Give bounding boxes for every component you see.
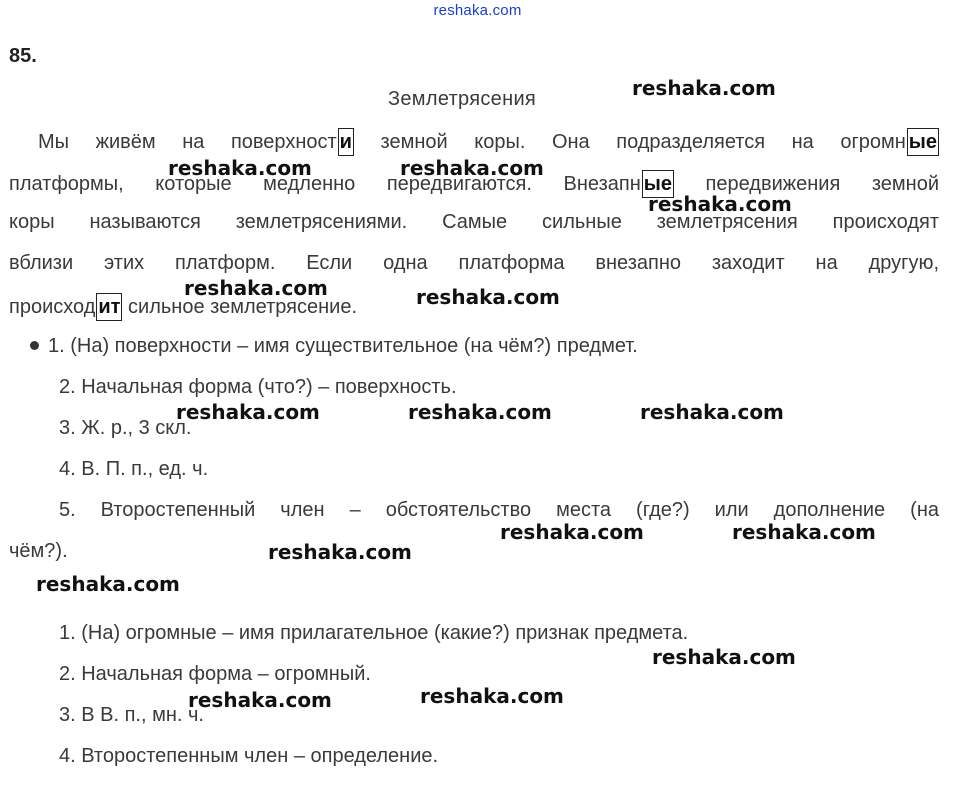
text-line-3: коры называются землетрясениями. Самые сильные землетрясения происходят bbox=[9, 211, 939, 233]
watermark: reshaka.com bbox=[648, 192, 792, 216]
analysis-1-item-3: 3. Ж. р., 3 скл. bbox=[59, 417, 192, 439]
watermark: reshaka.com bbox=[732, 520, 876, 544]
analysis-1-item-4: 4. В. П. п., ед. ч. bbox=[59, 458, 209, 480]
analysis-2-item-4: 4. Второстепенным член – определение. bbox=[59, 745, 439, 767]
watermark: reshaka.com bbox=[500, 520, 644, 544]
text-line-2: платформы, которые медленно передвигаются. Внезапн ые передвижения земной bbox=[9, 170, 939, 198]
watermark: reshaka.com bbox=[400, 156, 544, 180]
text-line-1: Мы живём на поверхност и земной коры. Она подразделяется на огромн ые bbox=[9, 128, 939, 156]
analysis-2-item-3: 3. В В. п., мн. ч. bbox=[59, 704, 204, 726]
analysis-2-item-1: 1. (На) огромные – имя прилагательное (какие?) признак предмета. bbox=[59, 622, 689, 644]
text-line-4: вблизи этих платформ. Если одна платформа внезапно заходит на другую, bbox=[9, 252, 939, 274]
analysis-1-item-1: 1. (На) поверхности – имя существительное (на чём?) предмет. bbox=[17, 335, 638, 358]
watermark: reshaka.com bbox=[420, 684, 564, 708]
watermark: reshaka.com bbox=[176, 400, 320, 424]
watermark: reshaka.com bbox=[408, 400, 552, 424]
watermark: reshaka.com bbox=[168, 156, 312, 180]
ending-box: ые bbox=[907, 128, 939, 156]
exercise-number: 85. bbox=[9, 45, 37, 67]
watermark: reshaka.com bbox=[416, 285, 560, 309]
text-line-5: происход ит сильное землетрясение. bbox=[9, 293, 357, 321]
watermark: reshaka.com bbox=[652, 645, 796, 669]
text-title: Землетрясения bbox=[388, 88, 537, 110]
analysis-2-item-2: 2. Начальная форма – огромный. bbox=[59, 663, 371, 685]
analysis-1-item-5: 5. Второстепенный член – обстоятельство места (где?) или дополнение (на bbox=[59, 499, 939, 521]
ending-box: ит bbox=[96, 293, 122, 321]
watermark: reshaka.com bbox=[36, 572, 180, 596]
watermark: reshaka.com bbox=[184, 276, 328, 300]
watermark: reshaka.com bbox=[188, 688, 332, 712]
site-header-link[interactable]: reshaka.com bbox=[433, 2, 522, 19]
ending-box: ые bbox=[642, 170, 674, 198]
bullet-icon bbox=[30, 341, 39, 350]
analysis-1-item-5-cont: чём?). bbox=[9, 540, 68, 562]
watermark: reshaka.com bbox=[268, 540, 412, 564]
watermark: reshaka.com bbox=[640, 400, 784, 424]
watermark: reshaka.com bbox=[632, 76, 776, 100]
ending-box: и bbox=[338, 128, 354, 156]
analysis-1-item-2: 2. Начальная форма (что?) – поверхность. bbox=[59, 376, 457, 398]
